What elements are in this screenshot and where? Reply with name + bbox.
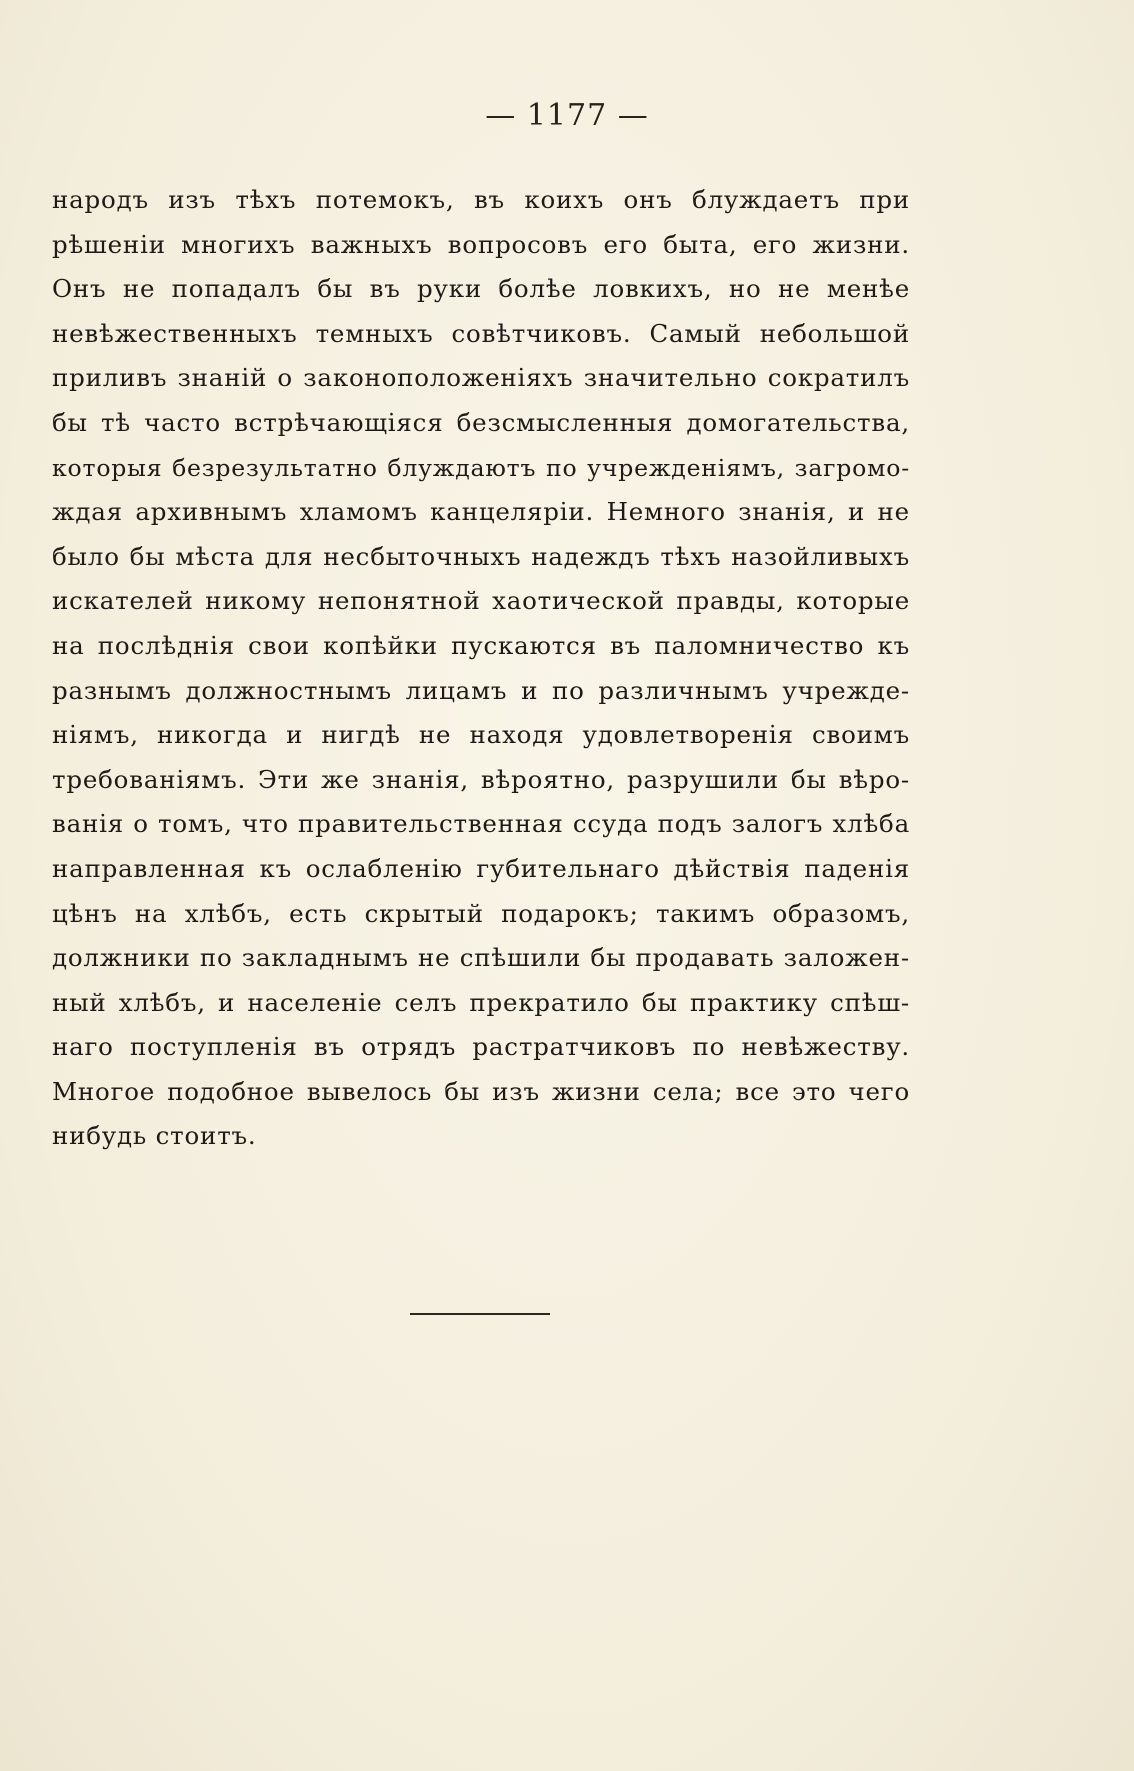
page-number: — 1177 —	[485, 98, 649, 133]
text-line: ніямъ, никогда и нигдѣ не находя удовлетворенія своимъ	[52, 720, 910, 750]
text-line: которыя безрезультатно блуждаютъ по учрежденіямъ, загромо-	[52, 453, 910, 482]
text-line: требованіямъ. Эти же знанія, вѣроятно, разрушили бы вѣро-	[52, 764, 910, 794]
text-line: наго поступленія въ отрядъ растратчиковъ по невѣжеству.	[52, 1032, 910, 1062]
text-line: ванія о томъ, что правительственная ссуда подъ залогъ хлѣба	[52, 809, 910, 839]
text-line: направленная къ ослабленію губительнаго дѣйствія паденія	[52, 853, 910, 883]
text-line: бы тѣ часто встрѣчающіяся безсмысленныя домогательства,	[52, 407, 910, 437]
text-line: разнымъ должностнымъ лицамъ и по различнымъ учрежде-	[52, 675, 910, 705]
text-line: цѣнъ на хлѣбъ, есть скрытый подарокъ; такимъ образомъ,	[52, 898, 910, 928]
text-line: приливъ знаній о законоположеніяхъ значительно сократилъ	[52, 363, 910, 393]
text-line: должники по закладнымъ не спѣшили бы продавать заложен-	[52, 943, 910, 973]
body-paragraph	[52, 178, 910, 1159]
text-line: было бы мѣста для несбыточныхъ надеждъ тѣхъ назойливыхъ	[52, 541, 910, 571]
text-line: рѣшеніи многихъ важныхъ вопросовъ его быта, его жизни.	[52, 229, 910, 259]
text-line: ный хлѣбъ, и населеніе селъ прекратило бы практику спѣш-	[52, 987, 910, 1017]
text-line: искателей никому непонятной хаотической правды, которые	[52, 586, 910, 616]
text-line: нибудь стоитъ.	[52, 1121, 257, 1151]
text-line: невѣжественныхъ темныхъ совѣтчиковъ. Самый небольшой	[52, 318, 910, 348]
text-line: Онъ не попадалъ бы въ руки болѣе ловкихъ, но не менѣе	[52, 274, 910, 304]
text-line: на послѣднія свои копѣйки пускаются въ паломничество къ	[52, 630, 910, 660]
text-line: народъ изъ тѣхъ потемокъ, въ коихъ онъ блуждаетъ при	[52, 185, 910, 214]
text-line: Многое подобное вывелось бы изъ жизни села; все это чего	[52, 1076, 910, 1106]
text-line: ждая архивнымъ хламомъ канцеляріи. Немного знанія, и не	[52, 497, 910, 527]
section-divider	[410, 1313, 550, 1315]
